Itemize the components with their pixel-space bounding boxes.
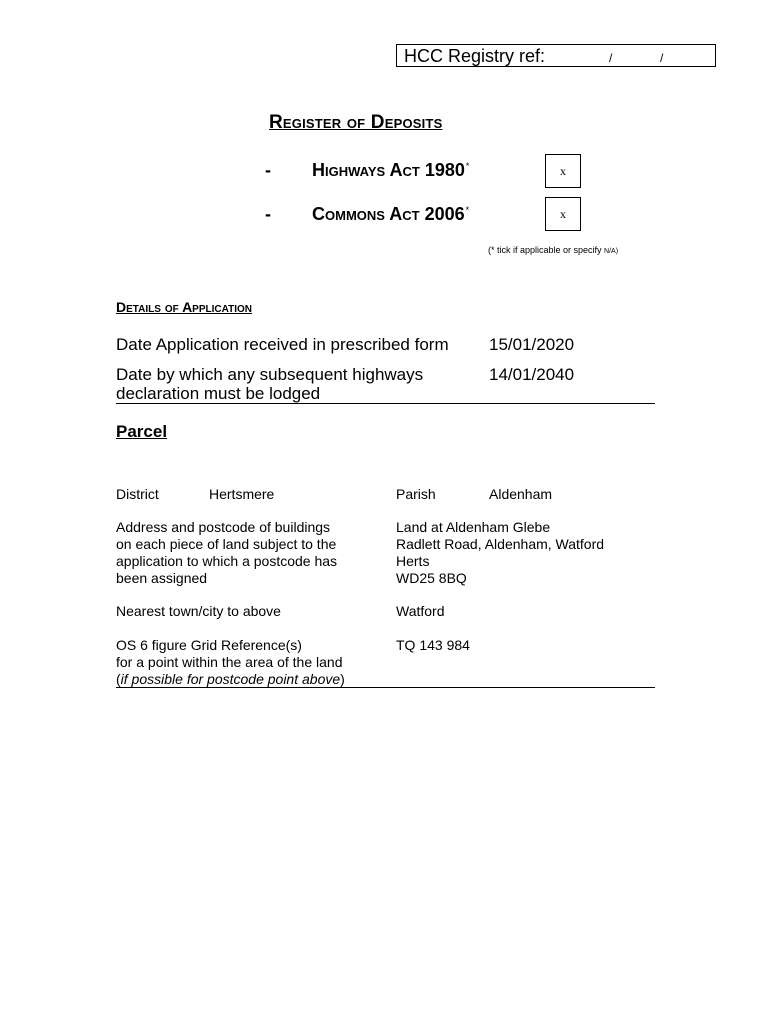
- parish-value: Aldenham: [489, 486, 553, 502]
- date-received-label: Date Application received in prescribed form: [116, 335, 449, 354]
- divider-parcel: [116, 687, 655, 688]
- tick-note-na: N/A): [604, 248, 619, 255]
- commons-tick-box[interactable]: x: [545, 197, 581, 231]
- act-commons-asterisk: *: [465, 205, 470, 215]
- grid-ref-label-line: OS 6 figure Grid Reference(s): [116, 637, 302, 653]
- address-value-line: WD25 8BQ: [396, 570, 467, 586]
- act-highways-asterisk: *: [465, 161, 470, 171]
- registry-slash-1: /: [609, 51, 613, 65]
- declaration-label-line2: declaration must be lodged: [116, 384, 321, 403]
- address-value-line: Land at Aldenham Glebe: [396, 519, 551, 535]
- address-label: [116, 519, 337, 587]
- declaration-label-line1: Date by which any subsequent highways: [116, 365, 424, 384]
- registry-slash-2: /: [660, 51, 664, 65]
- address-label-line: on each piece of land subject to the: [116, 536, 337, 552]
- details-heading: Details of Application: [116, 299, 252, 315]
- grid-ref-label-note: (if possible for postcode point above): [116, 671, 345, 687]
- act-highways-label: Highways Act 1980*: [312, 160, 470, 180]
- address-value-line: Herts: [396, 553, 430, 569]
- highways-tick-box[interactable]: x: [545, 154, 581, 188]
- nearest-town-value: Watford: [396, 603, 445, 619]
- act-highways-dash: -: [265, 160, 271, 180]
- address-value: [396, 519, 604, 587]
- tick-note: (* tick if applicable or specify N/A): [488, 245, 619, 255]
- address-label-line: application to which a postcode has: [116, 553, 338, 569]
- date-received-value: 15/01/2020: [489, 335, 575, 354]
- registry-ref-label: HCC Registry ref:: [404, 46, 546, 66]
- address-value-line: Radlett Road, Aldenham, Watford: [396, 536, 605, 552]
- declaration-value: 14/01/2040: [489, 365, 575, 384]
- registry-ref-box: [396, 44, 716, 67]
- district-label: District: [116, 486, 159, 502]
- address-label-line: Address and postcode of buildings: [116, 519, 331, 535]
- grid-ref-label: [116, 637, 345, 688]
- grid-ref-label-line: for a point within the area of the land: [116, 654, 343, 670]
- district-value: Hertsmere: [209, 486, 275, 502]
- act-commons-label: Commons Act 2006*: [312, 204, 470, 224]
- parish-label: Parish: [396, 486, 436, 502]
- act-commons-dash: -: [265, 204, 271, 224]
- parcel-heading: Parcel: [116, 422, 168, 441]
- divider-details: [116, 403, 655, 404]
- grid-ref-value: TQ 143 984: [396, 637, 470, 653]
- nearest-town-label: Nearest town/city to above: [116, 603, 281, 619]
- page-title: Register of Deposits: [269, 112, 443, 133]
- address-label-line: been assigned: [116, 570, 208, 586]
